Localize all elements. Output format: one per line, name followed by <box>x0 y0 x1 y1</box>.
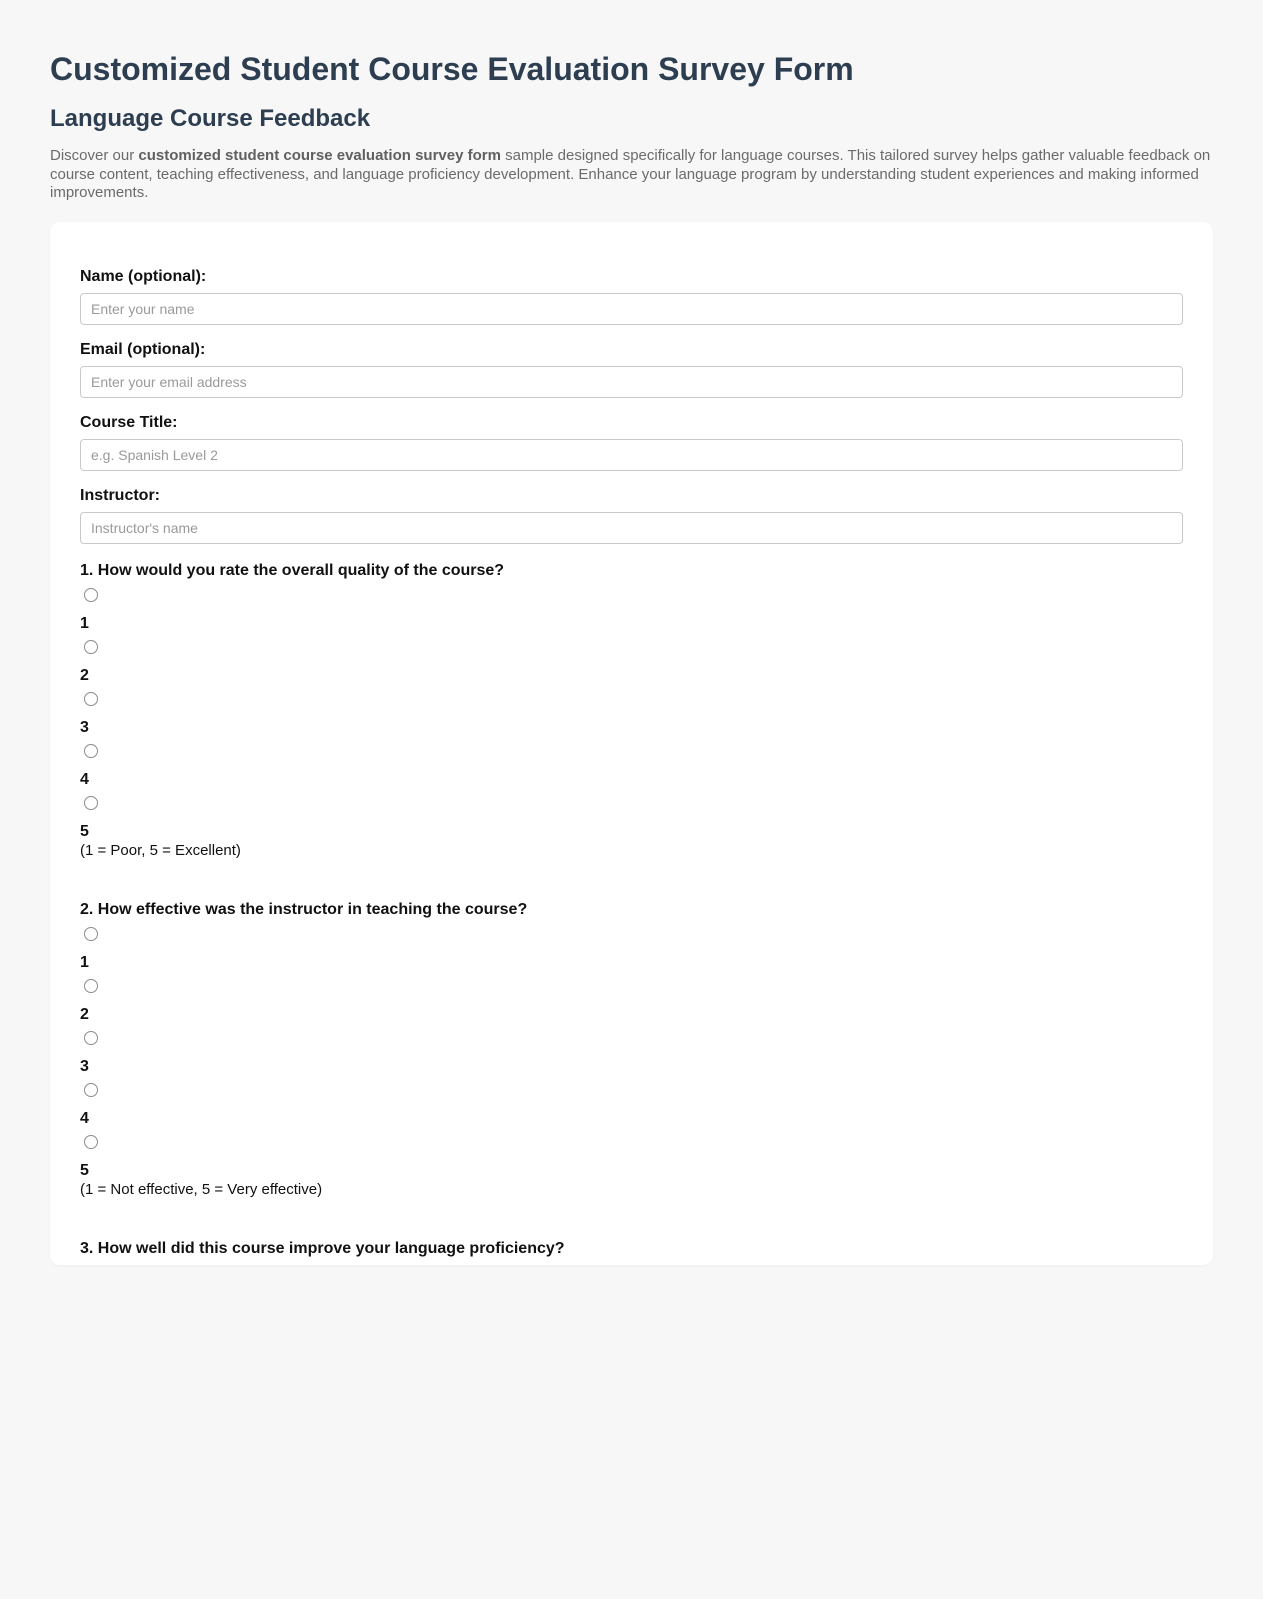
q2-option-2-row <box>80 979 1183 993</box>
q1-option-4-row <box>80 744 1183 758</box>
field-label-name: Name (optional): <box>80 267 207 285</box>
intro-bold-text: customized student course evaluation survey form <box>138 147 501 164</box>
q2-rating-1-radio[interactable] <box>84 927 98 941</box>
q2-rating-2-label: 2 <box>80 1005 89 1023</box>
intro-paragraph <box>50 147 1213 203</box>
field-label-instructor: Instructor: <box>80 486 160 504</box>
q2-rating-5-label: 5 <box>80 1161 89 1179</box>
q2-rating-1-label: 1 <box>80 953 89 971</box>
form-questions <box>80 561 1183 1259</box>
q1-heading: 1. How would you rate the overall quality of the course? <box>80 561 505 579</box>
field-label-email: Email (optional): <box>80 340 206 358</box>
q2-rating-3-label: 3 <box>80 1057 89 1075</box>
intro-text-before: Discover our <box>50 147 139 164</box>
q1-rating-2-radio[interactable] <box>84 640 98 654</box>
email-input[interactable] <box>80 366 1183 398</box>
q1-rating-3-label: 3 <box>80 718 89 736</box>
q2-rating-3-radio[interactable] <box>84 1031 98 1045</box>
q2-rating-4-label: 4 <box>80 1109 89 1127</box>
section-subtitle: Language Course Feedback <box>50 105 371 132</box>
form-fields <box>80 267 1183 544</box>
q2-option-5-row <box>80 1135 1183 1149</box>
q1-rating-4-radio[interactable] <box>84 744 98 758</box>
q1-option-1-row <box>80 588 1183 602</box>
q2-rating-4-radio[interactable] <box>84 1083 98 1097</box>
instructor-input[interactable] <box>80 512 1183 544</box>
intro-text-after: sample designed specifically for language courses. This tailored survey helps gather valuable feedback on course content, teaching effectiveness, and language proficiency development. Enhance your language program by understanding student experiences and making informed improvements. <box>50 147 1211 201</box>
name-input[interactable] <box>80 293 1183 325</box>
q2-option-4-row <box>80 1083 1183 1097</box>
q1-rating-2-label: 2 <box>80 666 89 684</box>
q1-rating-1-label: 1 <box>80 614 89 632</box>
q1-option-5-row <box>80 796 1183 810</box>
survey-form-card <box>50 222 1213 1265</box>
q1-rating-4-label: 4 <box>80 770 89 788</box>
q2-heading: 2. How effective was the instructor in teaching the course? <box>80 900 528 918</box>
q1-scale-note: (1 = Poor, 5 = Excellent) <box>80 841 241 859</box>
q2-option-3-row <box>80 1031 1183 1045</box>
q1-option-2-row <box>80 640 1183 654</box>
page-title: Customized Student Course Evaluation Survey Form <box>50 51 854 87</box>
course-title-input[interactable] <box>80 439 1183 471</box>
q2-option-1-row <box>80 927 1183 941</box>
q1-option-3-row <box>80 692 1183 706</box>
q2-scale-note: (1 = Not effective, 5 = Very effective) <box>80 1180 323 1198</box>
q2-rating-5-radio[interactable] <box>84 1135 98 1149</box>
q1-rating-5-label: 5 <box>80 822 89 840</box>
q3-heading: 3. How well did this course improve your language proficiency? <box>80 1239 565 1257</box>
q1-rating-1-radio[interactable] <box>84 588 98 602</box>
q1-rating-5-radio[interactable] <box>84 796 98 810</box>
q1-rating-3-radio[interactable] <box>84 692 98 706</box>
q2-rating-2-radio[interactable] <box>84 979 98 993</box>
field-label-course-title: Course Title: <box>80 413 178 431</box>
